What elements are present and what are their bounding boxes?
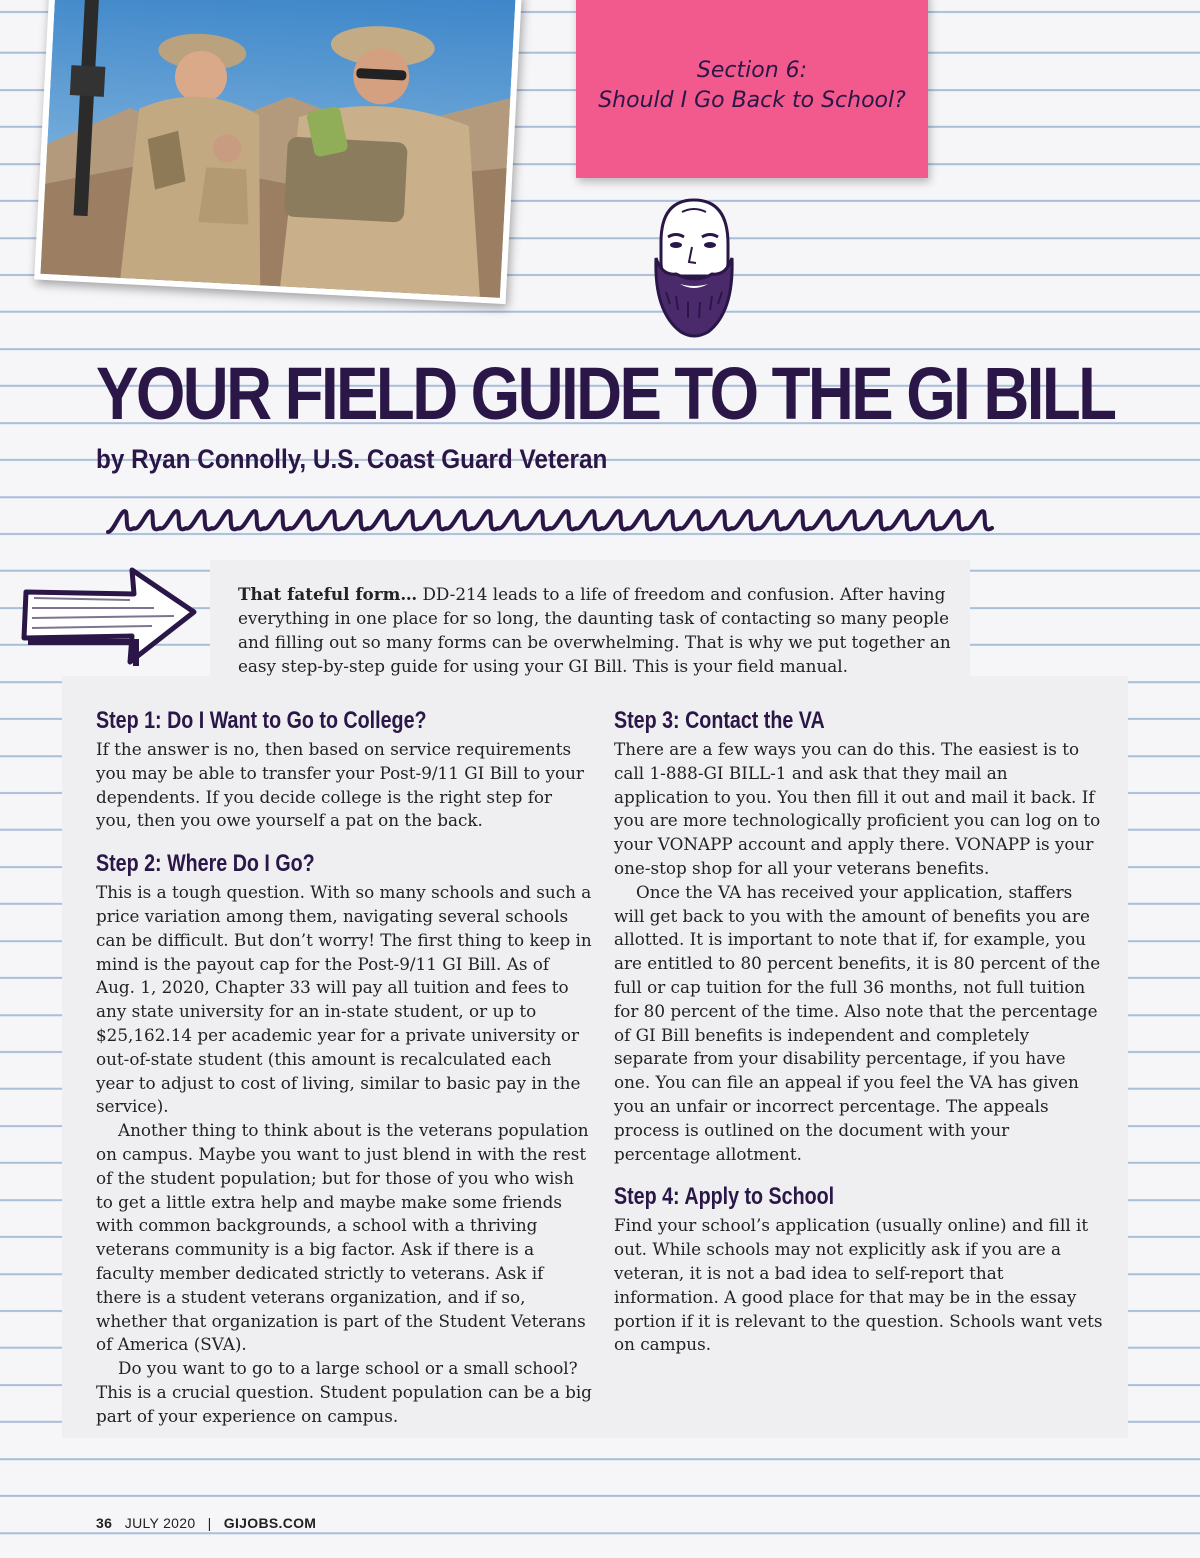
intro-lead: That fateful form… bbox=[238, 584, 418, 604]
article-title: YOUR FIELD GUIDE TO THE GI BILL bbox=[96, 352, 1115, 435]
site-link[interactable]: GIJOBS.COM bbox=[223, 1515, 317, 1531]
step3-heading: Step 3: Contact the VA bbox=[614, 707, 825, 734]
footer-separator: | bbox=[207, 1515, 212, 1531]
squiggle-divider bbox=[98, 498, 1010, 542]
right-column bbox=[614, 706, 1104, 1357]
soldiers-photo-image bbox=[40, 0, 515, 298]
step2-heading: Step 2: Where Do I Go? bbox=[96, 850, 315, 878]
step3-paragraph-2: Once the VA has received your application, staffers will get back to you with the amount of benefits you are allotted. It is important to note that if, for example, you are entitled to 80 percent benefits, it is 80 percent of the full or cap tuition for the full 36 months, not full tuition for 80 percent of the time. Also note that the percentage of GI Bill benefits is independent and completely separate from your disability percentage, if you have one. You can file an appeal if you feel the VA has given you an unfair or incorrect percentage. The appeals process is outlined on the document with your percentage allotment. bbox=[614, 881, 1101, 1164]
section-label: Section 6: bbox=[696, 58, 808, 83]
step4-heading: Step 4: Apply to School bbox=[614, 1183, 835, 1211]
step1-paragraph: If the answer is no, then based on service requirements you may be able to transfer your Post-9/11 GI Bill to your dependents. If you decide college is the right step for you, then you owe yourself a pat on the back. bbox=[96, 739, 584, 831]
section-question: Should I Go Back to School? bbox=[598, 88, 906, 113]
step2-paragraph-2: Another thing to think about is the veterans population on campus. Maybe you want to just blend in with the rest of the student population; but for those of you who wish to get a little extra help and maybe make some friends with common backgrounds, a school with a thriving veterans community is a big factor. Ask if there is a faculty member dedicated strictly to veterans. Ask if there is a student veterans organization, and if so, whether that organization is part of the Student Veterans of America (SVA). bbox=[96, 1120, 589, 1355]
step2-paragraph-1: This is a tough question. With so many schools and such a price variation among them, navigating several schools can be difficult. But don’t worry! The first thing to keep in mind is the payout cap for the Post-9/11 GI Bill. As of Aug. 1, 2020, Chapter 33 will pay all tuition and fees to any state university for an in-state student, or up to $25,162.14 per academic year for a private university or out-of-state student (this amount is recalculated each year to adjust to cost of living, similar to basic pay in the service). bbox=[96, 882, 592, 1117]
intro-body: DD-214 leads to a life of freedom and confusion. After having everything in one place for so long, the daunting task of contacting so many people and filling out so many forms can be overwhelming. That is why we put together an easy step-by-step guide for using your GI Bill. This is your field manual. bbox=[238, 584, 951, 676]
step1-heading: Step 1: Do I Want to Go to College? bbox=[96, 707, 427, 734]
step3-paragraph-1: There are a few ways you can do this. The easiest is to call 1-888-GI BILL-1 and ask that they mail an application to you. You then fill it out and mail it back. If you are more technologically proficient you can log on to your VONAPP account and apply there. VONAPP is your one-stop shop for all your veterans benefits. bbox=[614, 739, 1101, 878]
issue-date: JULY 2020 bbox=[124, 1515, 196, 1531]
left-column bbox=[96, 706, 592, 1429]
step2-paragraph-3: Do you want to go to a large school or a small school? This is a crucial question. Student population can be a big part of your experience on campus. bbox=[96, 1358, 592, 1426]
hand-drawn-arrow-icon bbox=[14, 562, 204, 672]
intro-paragraph bbox=[238, 582, 953, 678]
soldiers-photo bbox=[34, 0, 522, 304]
page-number: 36 bbox=[96, 1515, 113, 1531]
article-byline: by Ryan Connolly, U.S. Coast Guard Veteran bbox=[96, 444, 608, 474]
page-footer bbox=[96, 1515, 316, 1531]
section-sticky-note bbox=[576, 0, 928, 178]
step4-paragraph: Find your school’s application (usually online) and fill it out. While schools may not explicitly ask if you are a veteran, it is not a bad idea to self-report that information. A good place for that may be in the essay portion if it is relevant to the question. Schools want vets on campus. bbox=[614, 1215, 1103, 1355]
bearded-face-illustration bbox=[636, 192, 746, 342]
